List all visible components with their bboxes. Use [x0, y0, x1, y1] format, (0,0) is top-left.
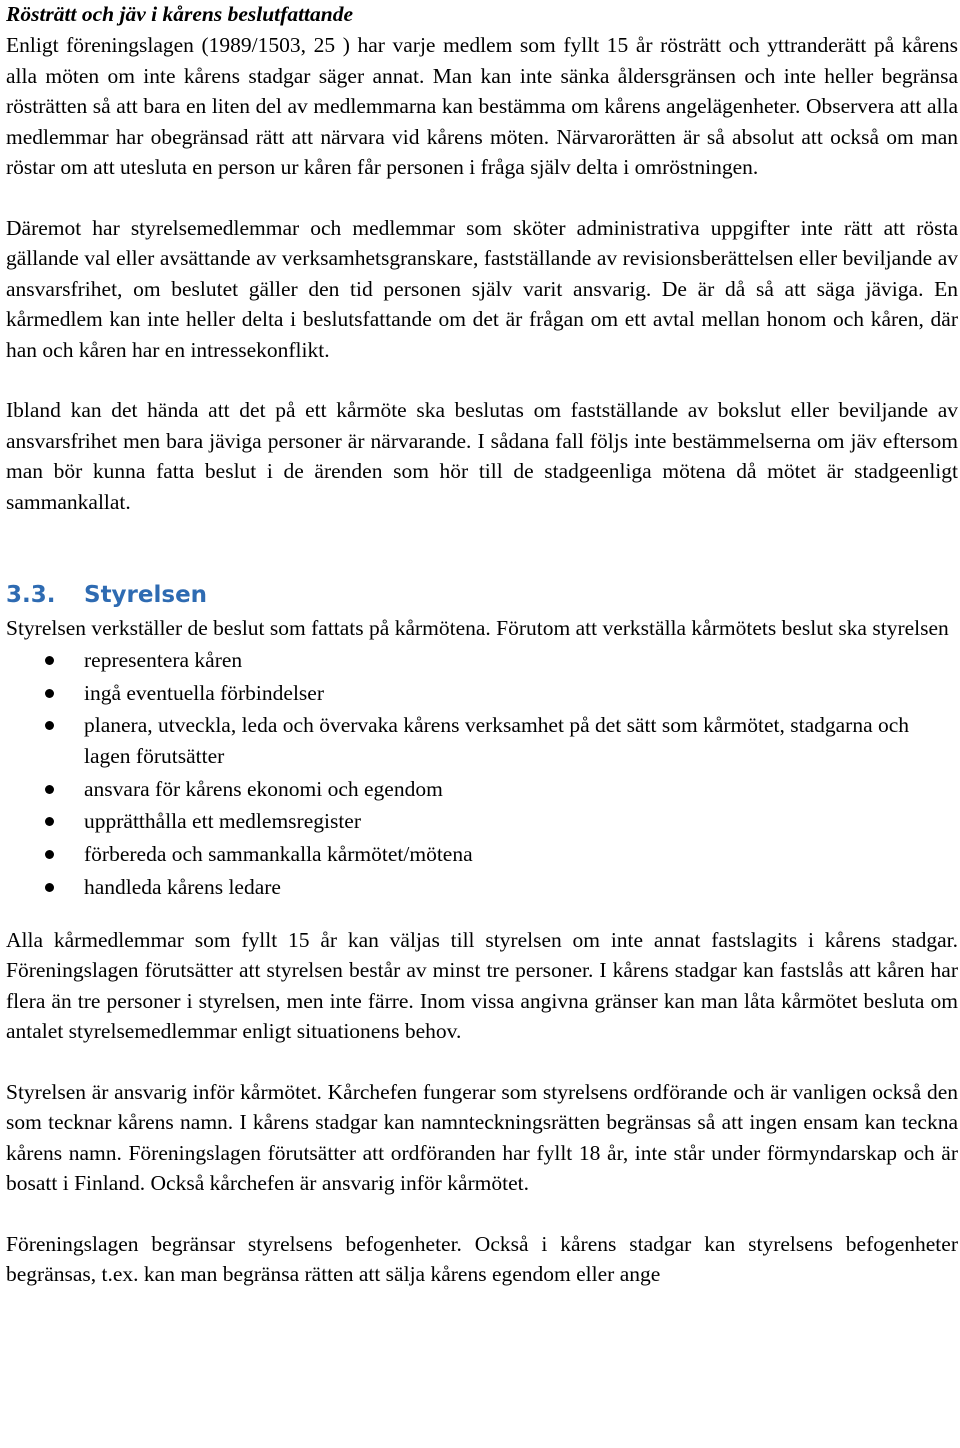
bullet-icon [6, 710, 84, 741]
list-item [6, 645, 958, 676]
paragraph-bokslut: Ibland kan det hända att det på ett kårmöte ska beslutas om fastställande av bokslut eller beviljande av ansvarsfrihet men bara jäviga personer är närvarande. I sådana fall följs inte bestämmelserna om jäv eftersom man bör kunna fatta beslut i de ärenden som hör till de stadgeenliga mötena då mötet är stadgeenligt sammankallat. [6, 398, 958, 514]
bullet-icon [6, 645, 84, 676]
list-item-text: ingå eventuella förbindelser [84, 680, 324, 705]
paragraph-jav: Däremot har styrelsemedlemmar och medlemmar som sköter administrativa uppgifter inte rätt att rösta gällande val eller avsättande av verksamhetsgranskare, fastställande av revisionsberättelsen eller beviljande av ansvarsfrihet, om beslutet gäller den tid personen själv varit ansvarig. De är då så att säga jäviga. En kårmedlem kan inte heller delta i beslutsfattande om det är frågan om ett avtal mellan honom och kåren, där han och kåren har en intressekonflikt. [6, 215, 958, 362]
paragraph-rostratt: Enligt föreningslagen (1989/1503, 25 ) har varje medlem som fyllt 15 år rösträtt och yttranderätt på kårens alla möten om inte kårens stadgar säger annat. Man kan inte sänka åldersgränsen och inte heller begränsa rösträtten så att bara en liten del av medlemmarna kan bestämma om kårens angelägenheter. Observera att alla medlemmar har obegränsad rätt att närvara vid kårens möten. Närvarorätten är så absolut att också om man röstar om att utesluta en person ur kåren får personen i fråga själv delta i omröstningen. [6, 33, 958, 179]
list-item [6, 774, 958, 805]
paragraph-styrelsen-intro: Styrelsen verkställer de beslut som fattats på kårmötena. Förutom att verkställa kårmötets beslut ska styrelsen [6, 616, 949, 640]
bullet-icon [6, 678, 84, 709]
list-item-text: ansvara för kårens ekonomi och egendom [84, 776, 443, 801]
list-item [6, 806, 958, 837]
paragraph-ansvar: Styrelsen är ansvarig inför kårmötet. Kårchefen fungerar som styrelsens ordförande och är vanligen också den som tecknar kårens namn. I kårens stadgar kan namnteckningsrätten begränsas så att ingen ensam kan teckna kårens namn. Föreningslagen förutsätter att ordföranden har fyllt 18 år, inte står under förmyndarskap och är bosatt i Finland. Också kårchefen är ansvarig inför kårmötet. [6, 1079, 958, 1196]
list-item-text: förbereda och sammankalla kårmötet/mötena [84, 841, 473, 866]
task-list [6, 645, 958, 903]
bullet-icon [6, 839, 84, 870]
list-item-text: planera, utveckla, leda och övervaka kårens verksamhet på det sätt som kårmötet, stadgarna och lagen förutsätter [84, 713, 910, 769]
section-heading-styrelsen [6, 579, 958, 611]
section-heading-text: Styrelsen [84, 582, 208, 608]
list-item-text: upprätthålla ett medlemsregister [84, 809, 362, 834]
list-item-text: handleda kårens ledare [84, 874, 281, 899]
document-page [6, 0, 958, 1290]
list-item [6, 710, 958, 772]
paragraph-befogenheter: Föreningslagen begränsar styrelsens befogenheter. Också i kårens stadgar kan styrelsens befogenheter begränsas, t.ex. kan man begränsa rätten att sälja kårens egendom eller ange [6, 1231, 958, 1287]
list-item [6, 678, 958, 709]
list-item [6, 872, 958, 903]
section-number: 3.3. [6, 582, 56, 608]
list-item [6, 839, 958, 870]
section-title: Rösträtt och jäv i kårens beslutfattande [6, 2, 354, 26]
paragraph-valbarhet: Alla kårmedlemmar som fyllt 15 år kan väljas till styrelsen om inte annat fastslagits i kårens stadgar. Föreningslagen förutsätter att styrelsen består av minst tre personer. I kårens stadgar kan fastslås att kåren har flera än tre personer i styrelsen, men inte färre. Inom vissa angivna gränser kan man låta kårmötet besluta om antalet styrelsemedlemmar enligt situationens behov. [6, 927, 958, 1044]
bullet-icon [6, 774, 84, 805]
bullet-icon [6, 806, 84, 837]
list-item-text: representera kåren [84, 648, 243, 672]
bullet-icon [6, 872, 84, 903]
